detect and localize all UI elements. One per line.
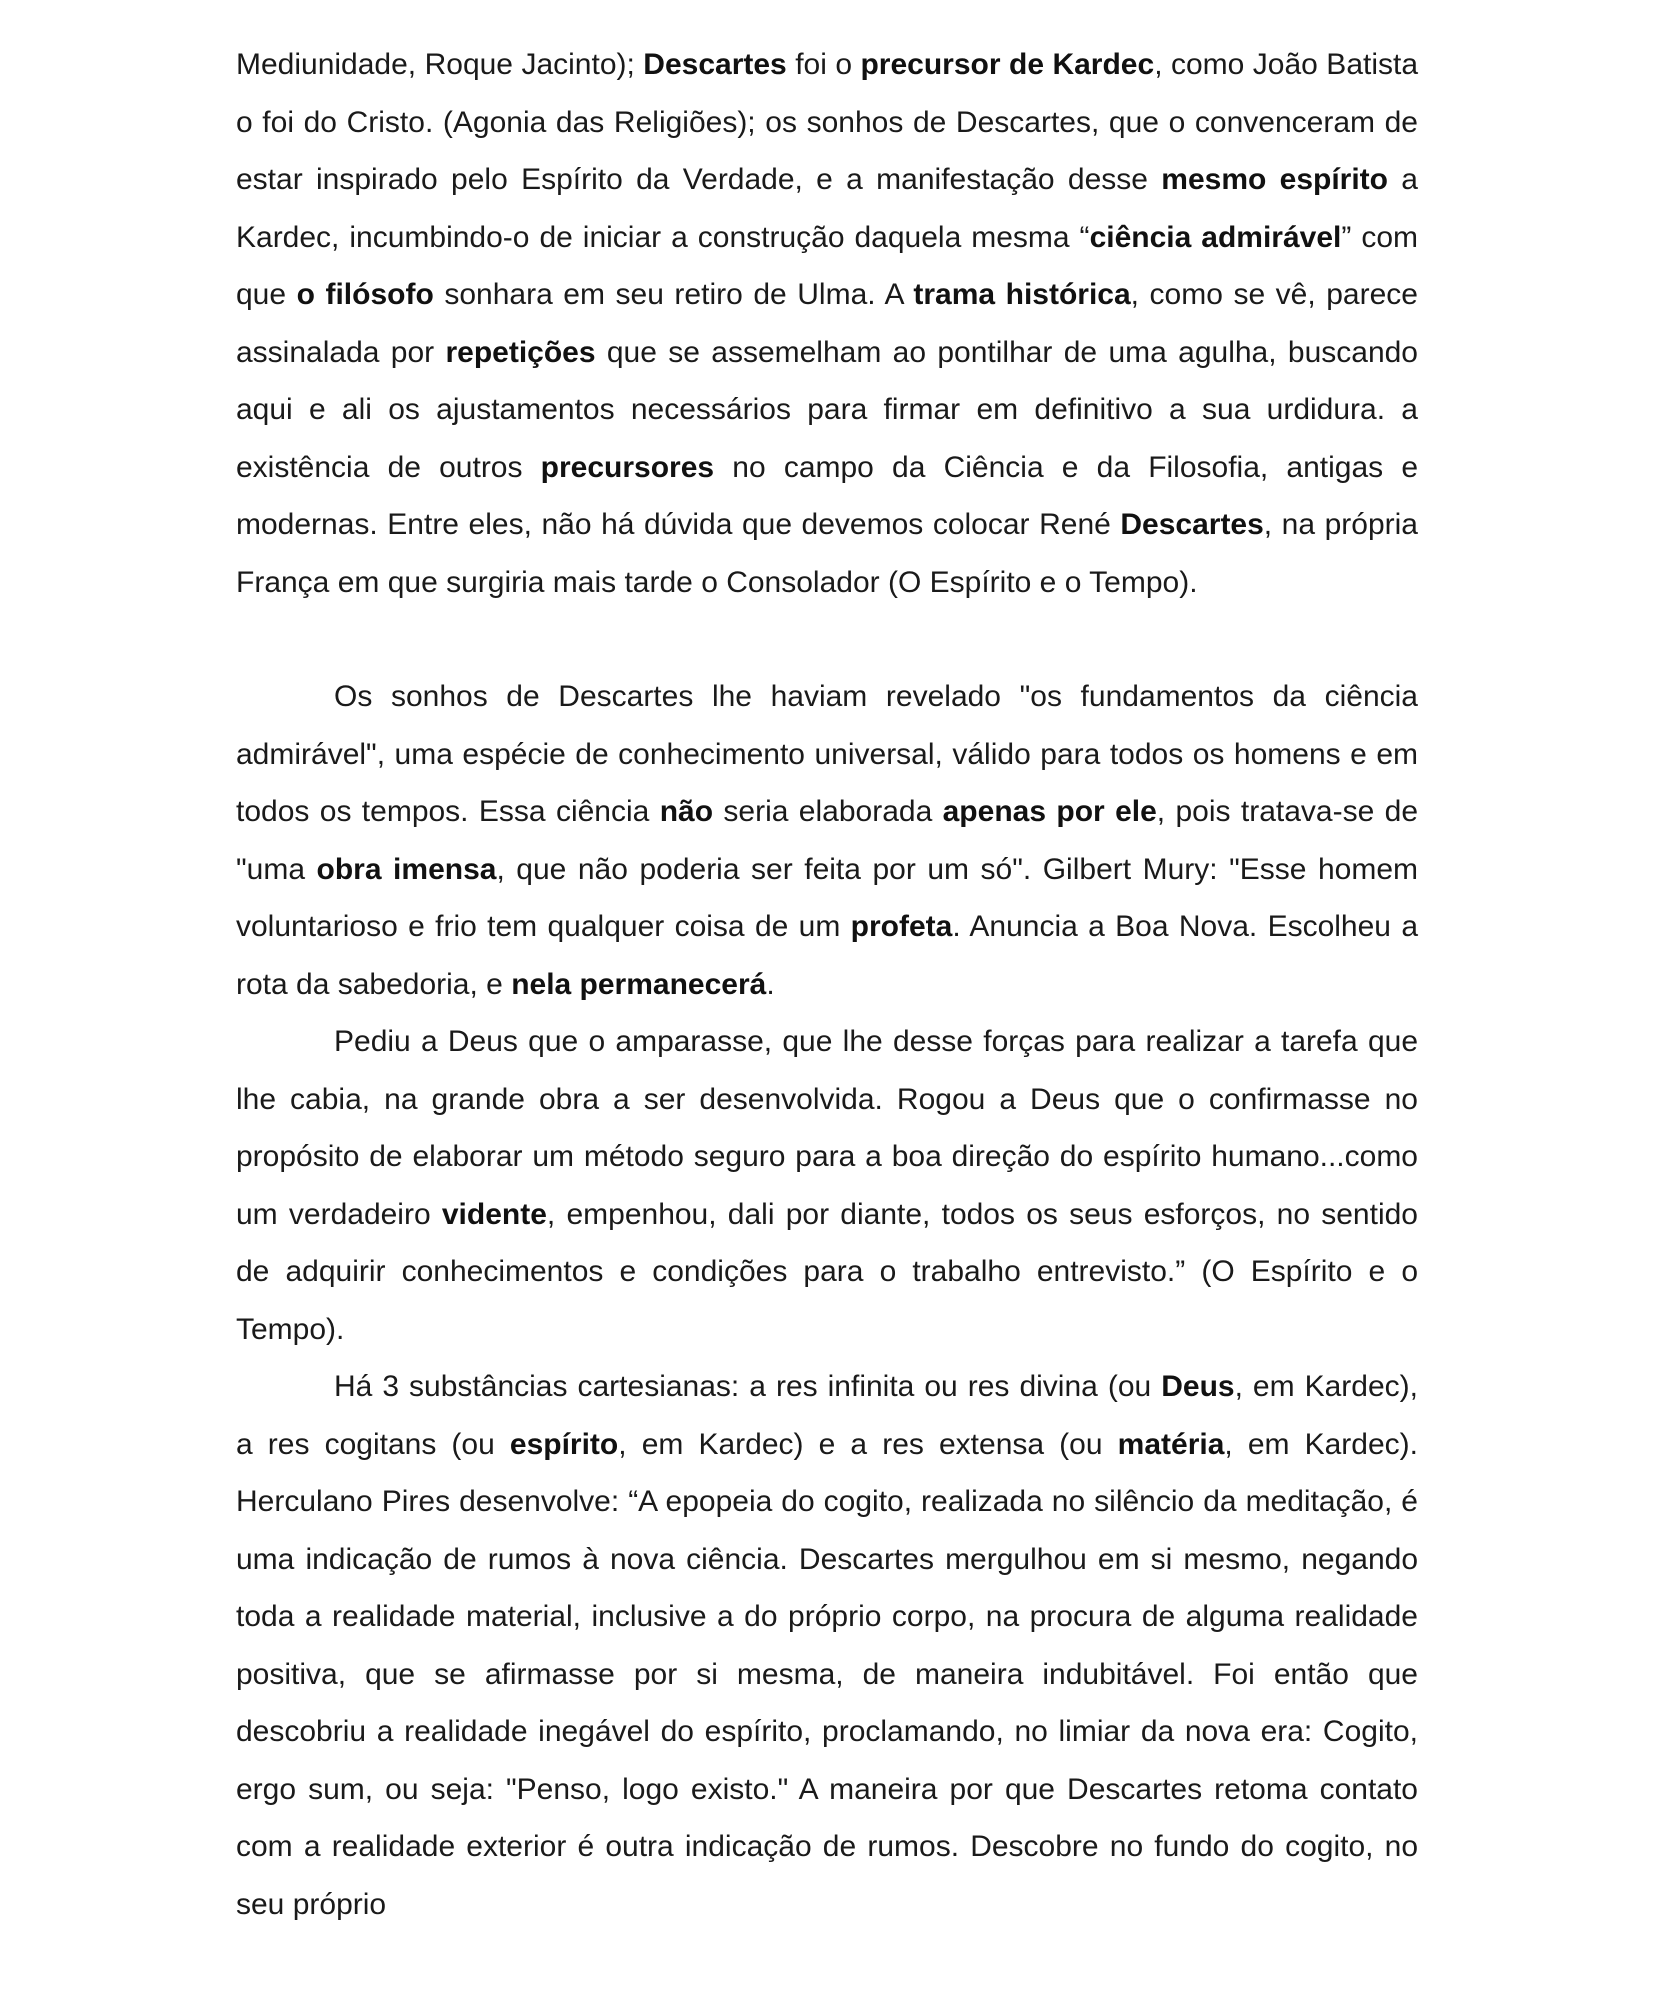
bold-text-run: Descartes bbox=[643, 48, 787, 81]
text-run: seria elaborada bbox=[713, 795, 943, 828]
text-run: , em Kardec) e a res extensa (ou bbox=[618, 1427, 1118, 1461]
text-run: , na própria França em que surgiria mais tarde o Consolador (O Espírito e o Tempo). bbox=[236, 508, 1418, 599]
text-run: , como se vê, parece assinalada por bbox=[236, 278, 1418, 369]
text-run: no campo da Ciência e da Filosofia, antigas e modernas. Entre eles, não há dúvida que devemos colocar René bbox=[236, 450, 1418, 541]
text-run: , em Kardec). Herculano Pires desenvolve: “A epopeia do cogito, realizada no silêncio da meditação, é uma indicação de rumos à nova ciência. Descartes mergulhou em si mesmo, negando toda a realidade material, inclusive a do próprio corpo, na procura de alguma realidade positiva, que se afirmasse por si mesma, de maneira indubitável. Foi então que descobriu a realidade inegável do espírito, proclamando, no limiar da nova era: Cogito, ergo sum, ou seja: "Penso, logo existo." A maneira por que Descartes retoma contato com a realidade exterior é outra indicação de rumos. Descobre no fundo do cogito, no seu próprio bbox=[236, 1427, 1418, 1921]
paragraph-pediu-a-deus bbox=[236, 1013, 1418, 1358]
bold-text-run: Descartes bbox=[1120, 508, 1264, 541]
text-run: , em Kardec), a res cogitans (ou bbox=[236, 1370, 1418, 1461]
text-run: , como João Batista o foi do Cristo. (Agonia das Religiões); os sonhos de Descartes, que o convenceram de estar inspirado pelo Espírito da Verdade, e a manifestação desse bbox=[236, 48, 1419, 196]
bold-text-run: obra imensa bbox=[316, 852, 497, 886]
text-run: Os sonhos de Descartes lhe haviam revelado "os fundamentos da ciência admirável", uma espécie de conhecimento universal, válido para todos os homens e em todos os tempos. Essa ciência bbox=[236, 680, 1418, 828]
text-run: Pediu a Deus que o amparasse, que lhe desse forças para realizar a tarefa que lhe cabia, na grande obra a ser desenvolvida. Rogou a Deus que o confirmasse no propósito de elaborar um método seguro para a boa direção do espírito humano...como um verdadeiro bbox=[236, 1025, 1418, 1231]
text-run: Mediunidade, Roque Jacinto); bbox=[236, 48, 644, 81]
text-run: Há 3 substâncias cartesianas: a res infinita ou res divina (ou bbox=[334, 1370, 1162, 1403]
text-run: sonhara em seu retiro de Ulma. A bbox=[433, 278, 914, 311]
paragraph-descartes-precursor bbox=[236, 36, 1418, 611]
paragraph-substancias-cartesianas bbox=[236, 1358, 1418, 1933]
bold-text-run: não bbox=[659, 795, 714, 828]
text-run: , que não poderia ser feita por um só". Gilbert Mury: "Esse homem voluntarioso e frio tem qualquer coisa de um bbox=[236, 852, 1419, 943]
bold-text-run: vidente bbox=[441, 1197, 547, 1231]
text-run: a Kardec, incumbindo-o de iniciar a construção daquela mesma “ bbox=[236, 163, 1418, 254]
text-run: , pois tratava-se de "uma bbox=[236, 795, 1419, 886]
paragraph-sonhos-descartes bbox=[236, 668, 1418, 1013]
bold-text-run: ciência admirável bbox=[1089, 220, 1342, 254]
bold-text-run: espírito bbox=[509, 1427, 619, 1461]
bold-text-run: nela permanecerá bbox=[511, 967, 767, 1001]
text-run: que se assemelham ao pontilhar de uma agulha, buscando aqui e ali os ajustamentos necessários para firmar em definitivo a sua urdidura. a existência de outros bbox=[236, 335, 1418, 484]
body-text bbox=[236, 36, 1418, 1933]
bold-text-run: precursor de Kardec bbox=[860, 48, 1155, 81]
bold-text-run: trama histórica bbox=[913, 278, 1131, 311]
bold-text-run: repetições bbox=[445, 335, 596, 369]
bold-text-run: matéria bbox=[1117, 1427, 1225, 1461]
bold-text-run: Deus bbox=[1161, 1370, 1235, 1403]
bold-text-run: mesmo espírito bbox=[1161, 163, 1388, 196]
text-run: ” com que bbox=[236, 220, 1418, 311]
bold-text-run: o filósofo bbox=[296, 278, 434, 311]
bold-text-run: precursores bbox=[540, 450, 715, 484]
text-run: , empenhou, dali por diante, todos os seus esforços, no sentido de adquirir conhecimentos e condições para o trabalho entrevisto.” (O Espírito e o Tempo). bbox=[236, 1197, 1418, 1346]
text-run: foi o bbox=[786, 48, 861, 81]
bold-text-run: apenas por ele bbox=[942, 795, 1157, 828]
text-run: . bbox=[766, 967, 775, 1001]
text-run: . Anuncia a Boa Nova. Escolheu a rota da sabedoria, e bbox=[236, 910, 1418, 1001]
bold-text-run: profeta bbox=[850, 910, 953, 943]
paragraph-gap bbox=[236, 611, 1418, 668]
